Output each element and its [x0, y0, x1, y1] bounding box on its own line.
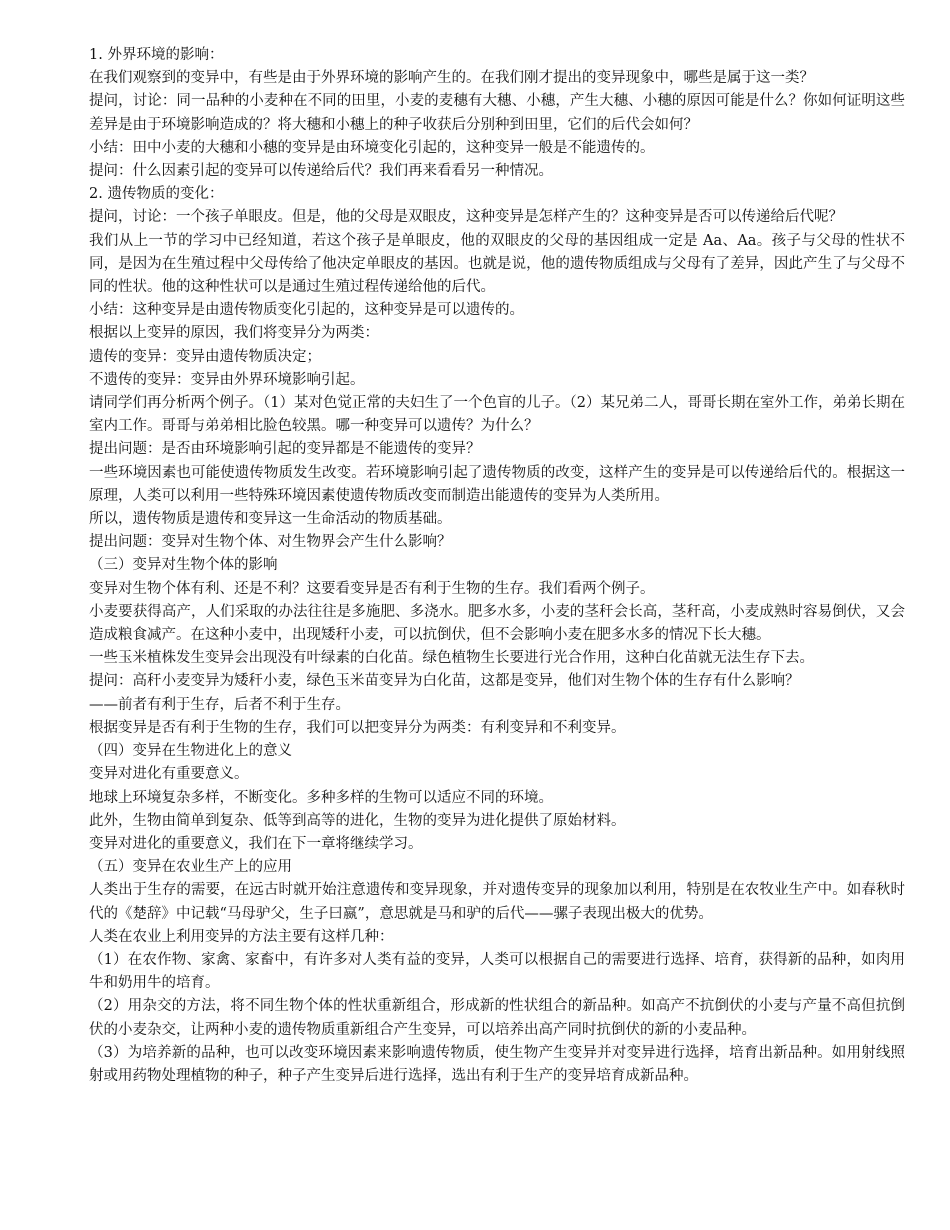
section-heading-individual: （三）变异对生物个体的影响 — [89, 557, 278, 574]
paragraph: 变异对进化有重要意义。 — [89, 766, 249, 783]
definition-non-heritable: 不遗传的变异：变异由外界环境影响引起。 — [89, 371, 365, 388]
list-item: （2）用杂交的方法，将不同生物个体的性状重新组合，形成新的性状组合的新品种。如高产不抗倒伏的小麦与产量不高但抗倒伏的小麦杂交，让两种小麦的遗传物质重新组合产生变异，可以培养出高产同时抗倒伏的新的小麦品种。 — [89, 998, 905, 1038]
paragraph: 地球上环境复杂多样，不断变化。多种多样的生物可以适应不同的环境。 — [89, 789, 553, 806]
question-paragraph: 提出问题：是否由环境影响引起的变异都是不能遗传的变异？ — [89, 441, 481, 458]
paragraph: 人类在农业上利用变异的方法主要有这样几种： — [89, 928, 394, 945]
paragraph: 我们从上一节的学习中已经知道，若这个孩子是单眼皮，他的双眼皮的父母的基因组成一定是 Aa、Aa。孩子与父母的性状不同，是因为在生殖过程中父母传给了他决定单眼皮的基因。也就是说，他的遗传物质组成与父母有了差异，因此产生了与父母不同的性状。他的这种性状可以是通过生殖过程传递给他的后代。 — [89, 232, 905, 296]
paragraph: 请同学们再分析两个例子。（1）某对色觉正常的夫妇生了一个色盲的儿子。（2）某兄弟二人，哥哥长期在室外工作，弟弟长期在室内工作。哥哥与弟弟相比脸色较黑。哪一种变异可以遗传？为什么？ — [89, 395, 905, 435]
paragraph: 人类出于生存的需要，在远古时就开始注意遗传和变异现象，并对遗传变异的现象加以利用，特别是在农牧业生产中。如春秋时代的《楚辞》中记载“马母驴父，生子曰嬴”，意思就是马和驴的后代——骡子表现出极大的优势。 — [89, 882, 905, 922]
paragraph: 一些环境因素也可能使遗传物质发生改变。若环境影响引起了遗传物质的改变，这样产生的变异是可以传递给后代的。根据这一原理，人类可以利用一些特殊环境因素使遗传物质改变而制造出能遗传的变异为人类所用。 — [89, 464, 905, 504]
paragraph: 提问，讨论：同一品种的小麦种在不同的田里，小麦的麦穗有大穗、小穗，产生大穗、小穗的原因可能是什么？你如何证明这些差异是由于环境影响造成的？将大穗和小穗上的种子收获后分别种到田里，它们的后代会如何？ — [89, 93, 905, 133]
answer-paragraph: ——前者有利于生存，后者不利于生存。 — [89, 696, 350, 713]
paragraph: 变异对进化的重要意义，我们在下一章将继续学习。 — [89, 835, 423, 852]
list-item: （1）在农作物、家禽、家畜中，有许多对人类有益的变异，人类可以根据自己的需要进行选择、培育，获得新的品种，如肉用牛和奶用牛的培育。 — [89, 951, 905, 992]
section-heading-evolution: （四）变异在生物进化上的意义 — [89, 743, 292, 760]
question-paragraph: 提问：什么因素引起的变异可以传递给后代？我们再来看看另一种情况。 — [89, 163, 553, 180]
paragraph: 根据以上变异的原因，我们将变异分为两类： — [89, 325, 379, 342]
paragraph: 在我们观察到的变异中，有些是由于外界环境的影响产生的。在我们刚才提出的变异现象中，哪些是属于这一类？ — [89, 70, 814, 87]
definition-heritable: 遗传的变异：变异由遗传物质决定； — [89, 348, 321, 365]
heading-environment-influence: 1. 外界环境的影响： — [89, 47, 224, 63]
document-page — [89, 44, 905, 1088]
paragraph: 小麦要获得高产，人们采取的办法往往是多施肥、多浇水。肥多水多，小麦的茎秆会长高，茎秆高，小麦成熟时容易倒伏，又会造成粮食减产。在这种小麦中，出现矮秆小麦，可以抗倒伏，但不会影响小麦在肥多水多的情况下长大穗。 — [89, 603, 905, 644]
paragraph: 此外，生物由简单到复杂、低等到高等的进化，生物的变异为进化提供了原始材料。 — [89, 812, 626, 829]
paragraph: 变异对生物个体有利、还是不利？这要看变异是否有利于生物的生存。我们看两个例子。 — [89, 580, 655, 597]
summary-paragraph: 小结：这种变异是由遗传物质变化引起的，这种变异是可以遗传的。 — [89, 302, 524, 319]
question-paragraph: 提问，讨论：一个孩子单眼皮。但是，他的父母是双眼皮，这种变异是怎样产生的？这种变异是否可以传递给后代呢？ — [89, 209, 843, 226]
question-paragraph: 提问：高秆小麦变异为矮秆小麦，绿色玉米苗变异为白化苗，这都是变异，他们对生物个体的生存有什么影响？ — [89, 673, 800, 690]
question-paragraph: 提出问题：变异对生物个体、对生物界会产生什么影响？ — [89, 534, 452, 551]
paragraph: 一些玉米植株发生变异会出现没有叶绿素的白化苗。绿色植物生长要进行光合作用，这种白化苗就无法生存下去。 — [89, 650, 814, 667]
heading-genetic-change: 2. 遗传物质的变化： — [89, 186, 224, 203]
paragraph: 所以，遗传物质是遗传和变异这一生命活动的物质基础。 — [89, 511, 452, 528]
section-heading-agriculture: （五）变异在农业生产上的应用 — [89, 859, 292, 876]
paragraph: 根据变异是否有利于生物的生存，我们可以把变异分为两类：有利变异和不利变异。 — [89, 719, 626, 736]
summary-paragraph: 小结：田中小麦的大穗和小穗的变异是由环境变化引起的，这种变异一般是不能遗传的。 — [89, 139, 655, 156]
list-item: （3）为培养新的品种，也可以改变环境因素来影响遗传物质，使生物产生变异并对变异进行选择，培育出新品种。如用射线照射或用药物处理植物的种子，种子产生变异后进行选择，选出有利于生产的变异培育成新品种。 — [89, 1044, 905, 1084]
